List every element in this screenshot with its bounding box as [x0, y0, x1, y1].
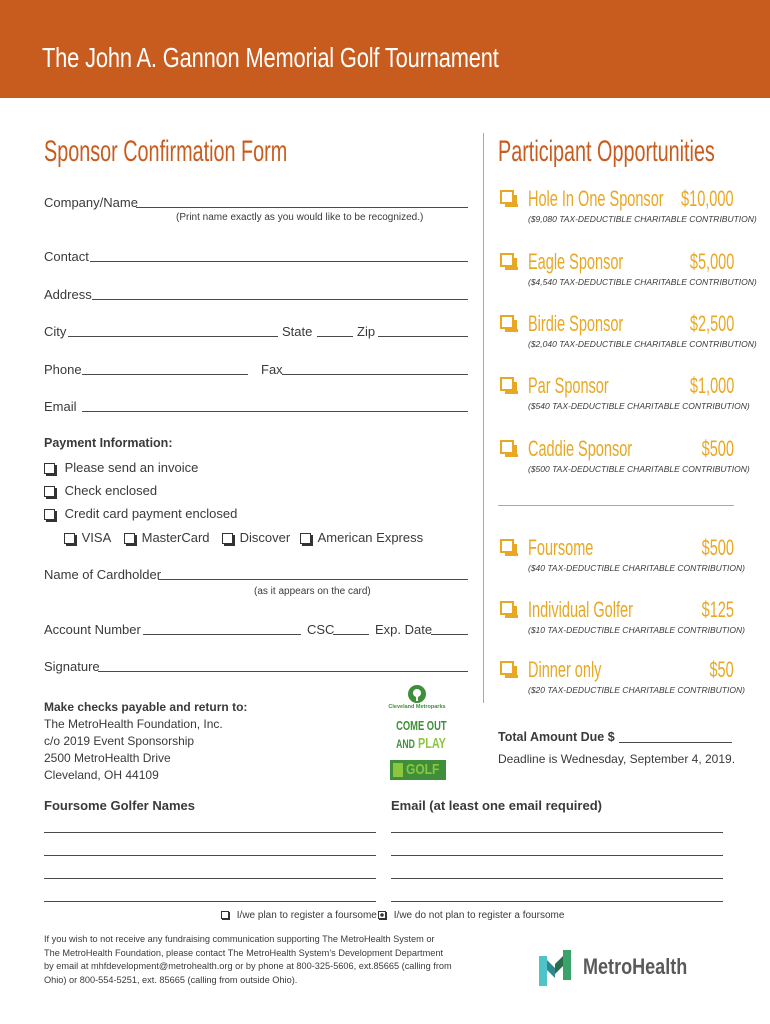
footer-line: If you wish to not receive any fundraising communication supporting The MetroHealth System or — [44, 934, 435, 944]
option-note: ($500 TAX-DEDUCTIBLE CHARITABLE CONTRIBUTION) — [528, 464, 750, 474]
golfer-name-field[interactable] — [44, 878, 376, 879]
logo-line2 — [396, 735, 446, 753]
checkbox-icon — [500, 315, 514, 329]
total-label: Total Amount Due $ — [498, 730, 615, 744]
metrohealth-wordmark: MetroHealth — [583, 954, 688, 979]
fax-label: Fax — [261, 362, 283, 377]
city-field[interactable] — [68, 336, 278, 337]
payment-option-label: Check enclosed — [64, 483, 158, 498]
payment-option-label: Credit card payment enclosed — [64, 506, 238, 521]
card-option-label: VISA — [81, 530, 112, 545]
option-name: Individual Golfer — [528, 597, 633, 622]
cleveland-metroparks-logo — [388, 684, 446, 781]
city-label: City — [44, 324, 67, 339]
payment-option-label: Please send an invoice — [64, 460, 199, 475]
golfer-names-heading: Foursome Golfer Names — [44, 798, 195, 813]
option-name: Hole In One Sponsor — [528, 186, 664, 211]
golfer-email-field[interactable] — [391, 855, 723, 856]
footer-disclaimer — [44, 933, 484, 987]
option-hole-in-one[interactable] — [498, 186, 757, 226]
exp-label: Exp. Date — [375, 622, 433, 637]
state-label: State — [282, 324, 313, 339]
zip-field[interactable] — [378, 336, 468, 337]
card-option-label: Discover — [239, 530, 291, 545]
option-price: $2,500 — [689, 311, 734, 336]
account-field[interactable] — [143, 634, 301, 635]
logo-org: Cleveland Metroparks — [388, 704, 446, 710]
checkbox-icon — [500, 539, 514, 553]
option-note: ($10 TAX-DEDUCTIBLE CHARITABLE CONTRIBUTION) — [528, 625, 745, 635]
cardholder-hint: (as it appears on the card) — [254, 586, 371, 597]
checkbox-icon — [221, 911, 229, 919]
option-name: Par Sponsor — [528, 373, 609, 398]
card-option-label: American Express — [317, 530, 424, 545]
state-field[interactable] — [317, 336, 353, 337]
card-option-mastercard[interactable] — [124, 530, 210, 545]
option-note: ($2,040 TAX-DEDUCTIBLE CHARITABLE CONTRIBUTION) — [528, 339, 757, 349]
option-name: Caddie Sponsor — [528, 436, 633, 461]
email-label: Email — [44, 399, 77, 414]
option-dinner-only[interactable] — [498, 657, 745, 697]
checkbox-icon — [500, 661, 514, 675]
total-field[interactable] — [619, 742, 732, 743]
logo-line2b: PLAY — [418, 735, 446, 752]
footer-line: by email at mhfdevelopment@metrohealth.org or by phone at 800-325-5606, ext.85665 (calling from — [44, 961, 452, 971]
column-divider — [483, 133, 484, 703]
plan-not-register-label: I/we do not plan to register a foursome — [393, 910, 565, 921]
option-name: Dinner only — [528, 657, 602, 682]
golfer-name-field[interactable] — [44, 855, 376, 856]
logo-line3: GOLF — [406, 761, 440, 778]
company-field[interactable] — [136, 207, 468, 208]
csc-field[interactable] — [333, 634, 369, 635]
email-field[interactable] — [82, 411, 468, 412]
deadline-text: Deadline is Wednesday, September 4, 2019. — [498, 752, 736, 766]
company-hint: (Print name exactly as you would like to be recognized.) — [176, 212, 424, 223]
phone-field[interactable] — [82, 374, 248, 375]
option-price: $5,000 — [689, 249, 734, 274]
option-price: $10,000 — [681, 186, 734, 211]
checkbox-icon — [222, 533, 233, 544]
option-note: ($4,540 TAX-DEDUCTIBLE CHARITABLE CONTRIBUTION) — [528, 277, 757, 287]
cardholder-field[interactable] — [158, 579, 468, 580]
form-title: Sponsor Confirmation Form — [44, 135, 288, 168]
option-birdie[interactable] — [498, 311, 757, 351]
option-price: $50 — [709, 657, 734, 682]
golfer-name-field[interactable] — [44, 832, 376, 833]
option-name: Eagle Sponsor — [528, 249, 624, 274]
option-price: $125 — [701, 597, 734, 622]
participant-title: Participant Opportunities — [498, 135, 715, 168]
golfer-email-field[interactable] — [391, 832, 723, 833]
company-label: Company/Name — [44, 195, 138, 210]
checkbox-icon — [44, 486, 55, 497]
signature-field[interactable] — [98, 671, 468, 672]
page-title: The John A. Gannon Memorial Golf Tournament — [42, 42, 499, 73]
checkbox-icon — [378, 911, 386, 919]
option-note: ($9,080 TAX-DEDUCTIBLE CHARITABLE CONTRIBUTION) — [528, 214, 757, 224]
phone-label: Phone — [44, 362, 82, 377]
option-note: ($40 TAX-DEDUCTIBLE CHARITABLE CONTRIBUTION) — [528, 563, 745, 573]
csc-label: CSC — [307, 622, 335, 637]
address-line: 2500 MetroHealth Drive — [44, 751, 171, 765]
address-line: Cleveland, OH 44109 — [44, 768, 159, 782]
checkbox-icon — [124, 533, 135, 544]
exp-field[interactable] — [431, 634, 468, 635]
card-option-discover[interactable] — [222, 530, 290, 545]
zip-label: Zip — [357, 324, 376, 339]
golfer-name-field[interactable] — [44, 901, 376, 902]
golfer-icon — [393, 763, 403, 777]
logo-line2a: AND — [396, 737, 415, 751]
contact-field[interactable] — [90, 261, 468, 262]
checkbox-icon — [300, 533, 311, 544]
golfer-email-field[interactable] — [391, 878, 723, 879]
cardholder-label: Name of Cardholder — [44, 567, 162, 582]
golfer-email-field[interactable] — [391, 901, 723, 902]
card-option-visa[interactable] — [64, 530, 111, 545]
checkbox-icon — [500, 253, 514, 267]
footer-line: Ohio) or 800-554-5251, ext. 85665 (calling from outside Ohio). — [44, 974, 298, 985]
option-individual-golfer[interactable] — [498, 597, 745, 637]
option-note: ($20 TAX-DEDUCTIBLE CHARITABLE CONTRIBUTION) — [528, 685, 745, 695]
option-price: $500 — [701, 436, 734, 461]
section-separator — [498, 505, 734, 506]
plan-register-option[interactable] — [221, 910, 377, 921]
option-par[interactable] — [498, 373, 750, 413]
checkbox-icon — [64, 533, 75, 544]
checkbox-icon — [44, 463, 55, 474]
payment-option-check[interactable] — [44, 483, 157, 498]
address-line: The MetroHealth Foundation, Inc. — [44, 717, 223, 731]
footer-line: The MetroHealth Foundation, please contact The MetroHealth System’s Development Department — [44, 947, 444, 958]
checks-heading: Make checks payable and return to: — [44, 700, 248, 714]
card-option-amex[interactable] — [300, 530, 423, 545]
option-note: ($540 TAX-DEDUCTIBLE CHARITABLE CONTRIBUTION) — [528, 401, 750, 411]
option-price: $500 — [701, 535, 734, 560]
signature-label: Signature — [44, 659, 100, 674]
address-line: c/o 2019 Event Sponsorship — [44, 734, 195, 748]
option-foursome[interactable] — [498, 535, 745, 575]
card-option-label: MasterCard — [141, 530, 210, 545]
payment-heading: Payment Information: — [44, 436, 173, 450]
option-name: Foursome — [528, 535, 594, 560]
golfer-email-heading: Email (at least one email required) — [391, 798, 602, 813]
account-label: Account Number — [44, 622, 141, 637]
checkbox-icon — [500, 601, 514, 615]
payment-option-credit-card[interactable] — [44, 506, 237, 521]
checkbox-icon — [44, 509, 55, 520]
option-name: Birdie Sponsor — [528, 311, 624, 336]
option-caddie[interactable] — [498, 436, 750, 476]
checkbox-icon — [500, 440, 514, 454]
fax-field[interactable] — [282, 374, 468, 375]
logo-line1: COME OUT — [396, 718, 447, 733]
metrohealth-icon — [537, 948, 577, 988]
plan-not-register-option[interactable] — [378, 910, 564, 921]
payment-option-invoice[interactable] — [44, 460, 198, 475]
address-label: Address — [44, 287, 92, 302]
checkbox-icon — [500, 190, 514, 204]
plan-register-label: I/we plan to register a foursome — [236, 910, 377, 921]
option-price: $1,000 — [689, 373, 734, 398]
address-field[interactable] — [92, 299, 468, 300]
contact-label: Contact — [44, 249, 89, 264]
checkbox-icon — [500, 377, 514, 391]
option-eagle[interactable] — [498, 249, 757, 289]
